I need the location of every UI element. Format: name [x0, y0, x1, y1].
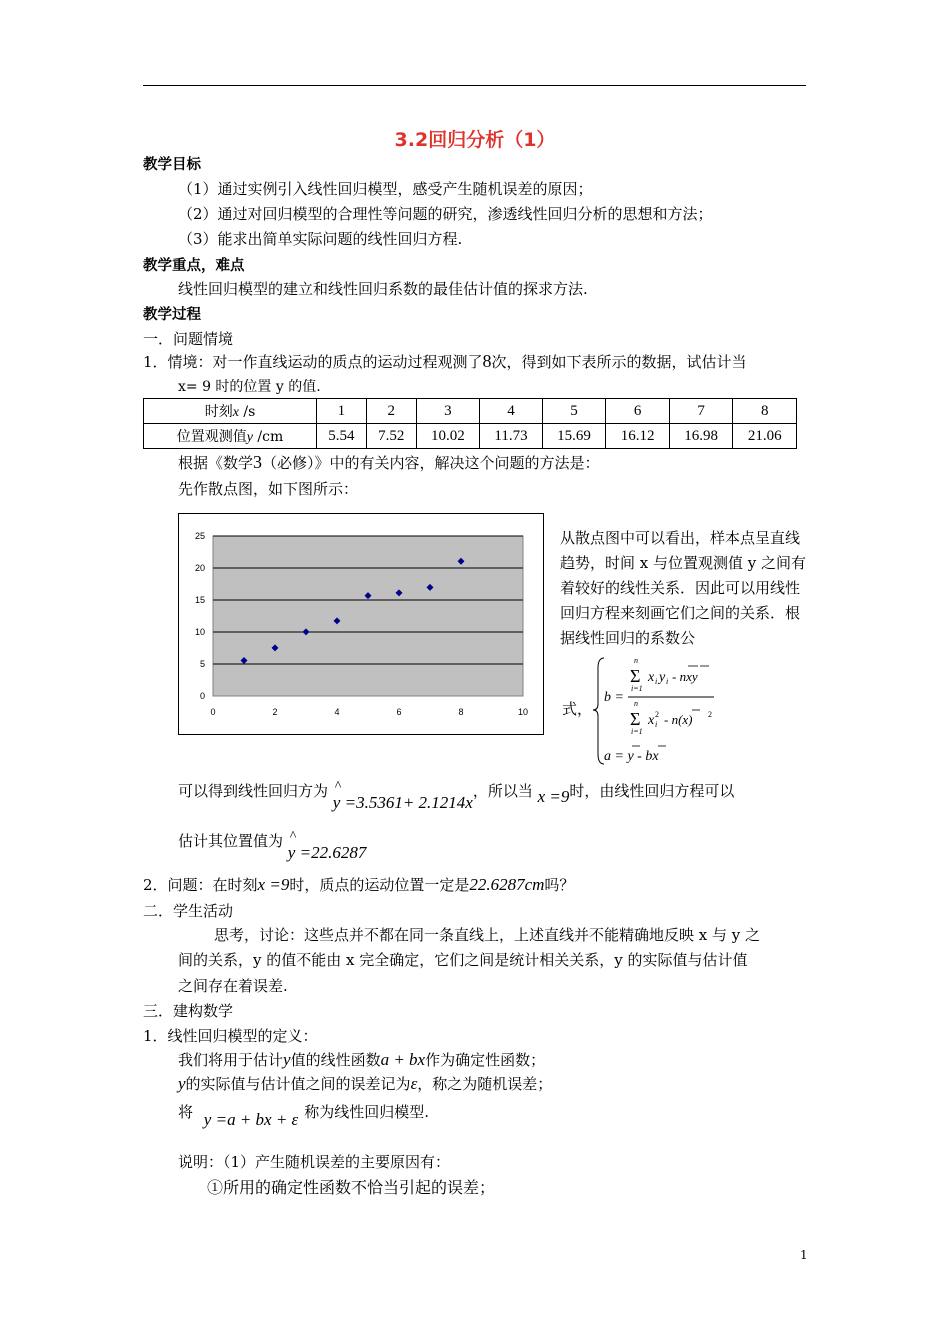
activity-line-2: 间的关系，y 的值不能由 x 完全确定，它们之间是统计相关关系，y 的实际值与估计值 — [178, 951, 748, 969]
position-cell: 11.73 — [480, 424, 543, 449]
scatter-chart-frame — [178, 513, 544, 735]
time-cell: 7 — [669, 399, 733, 424]
sum-upper-limit: n — [634, 656, 638, 665]
row-label-time: 时刻x /s — [144, 399, 317, 424]
question-1-line2: x= 9 时的位置 y 的值. — [178, 379, 321, 395]
svg-text:i: i — [666, 677, 669, 686]
time-cell: 4 — [480, 399, 543, 424]
y-tick-label: 25 — [194, 531, 205, 541]
note-item-1: ①所用的确定性函数不恰当引起的误差； — [207, 1178, 496, 1197]
result-line-1: 可以得到线性回归方为 ^ y =3.5361+ 2.1214x，所以当 x =9时，由线性回归方程可以 — [178, 779, 735, 812]
y-tick-label: 0 — [199, 691, 205, 701]
numerator-rest: - nxy — [672, 669, 698, 684]
time-cell: 1 — [317, 399, 367, 424]
section-key-points: 教学重点，难点 — [143, 258, 245, 274]
goal-2: （2）通过对回归模型的合理性等问题的研究，渗透线性回归分析的思想和方法； — [178, 205, 713, 223]
svg-text:y: y — [659, 670, 666, 685]
position-cell: 5.54 — [317, 424, 367, 449]
x-tick-label: 10 — [517, 707, 529, 717]
denominator-x: x — [648, 713, 655, 728]
result-line-2: 估计其位置值为 ^ y =22.6287 — [178, 829, 367, 862]
formula-a-line: a = y - bx — [604, 749, 659, 764]
key-points-text: 线性回归模型的建立和线性回归系数的最佳估计值的探求方法. — [178, 280, 588, 298]
x-tick-label: 8 — [458, 707, 464, 717]
definition-line-3: 将 y =a + bx + ε 称为线性回归模型. — [178, 1103, 430, 1129]
sum-sigma-denominator: Σ — [630, 709, 641, 729]
formula-b-lhs: b = — [604, 690, 624, 705]
x-tick-label: 0 — [210, 707, 216, 717]
note-line: 说明：（1）产生随机误差的主要原因有： — [178, 1153, 451, 1171]
question-2: 2．问题：在时刻x =9时，质点的运动位置一定是22.6287cm吗？ — [143, 875, 575, 894]
goal-1: （1）通过实例引入线性回归模型，感受产生随机误差的原因； — [178, 180, 593, 198]
regression-equation: ^ y =3.5361+ 2.1214x — [332, 779, 473, 812]
table-row — [144, 424, 797, 449]
question-1-line1: 1．情境：对一作直线运动的质点的运动过程观测了8次，得到如下表所示的数据，试估计当 — [143, 351, 747, 371]
definition-line-2: y的实际值与估计值之间的误差记为ε，称之为随机误差； — [178, 1074, 553, 1093]
y-tick-label: 5 — [199, 659, 205, 669]
position-cell: 10.02 — [416, 424, 480, 449]
time-cell: 8 — [733, 399, 797, 424]
position-cell: 15.69 — [542, 424, 606, 449]
position-cell: 7.52 — [366, 424, 416, 449]
time-cell: 2 — [366, 399, 416, 424]
denominator-rest: - n(x) — [664, 712, 693, 727]
plot-area — [213, 536, 523, 696]
position-cell: 21.06 — [733, 424, 797, 449]
analysis-paragraph: 从散点图中可以看出，样本点呈直线趋势，时间 x 与位置观测值 y 之间有着较好的线性关系．因此可以用线性回归方程来刻画它们之间的关系．根据线性回归的系数公 — [560, 529, 807, 647]
svg-text:2: 2 — [655, 710, 659, 719]
time-cell: 5 — [542, 399, 606, 424]
scatter-chart — [179, 514, 543, 734]
method-line: 根据《数学3（必修）》中的有关内容，解决这个问题的方法是： — [178, 452, 600, 472]
section-goals: 教学目标 — [143, 157, 201, 173]
scatter-intro: 先作散点图，如下图所示： — [178, 480, 359, 498]
sum-sigma-numerator: Σ — [630, 666, 641, 686]
definition-title: 1．线性回归模型的定义： — [143, 1027, 318, 1045]
position-cell: 16.98 — [669, 424, 733, 449]
header-rule — [143, 85, 806, 86]
sum-upper-limit-den: n — [634, 699, 638, 708]
svg-text:i: i — [655, 677, 658, 686]
svg-text:2: 2 — [708, 710, 712, 719]
time-cell: 3 — [416, 399, 480, 424]
x-tick-label: 2 — [272, 707, 278, 717]
part-1-heading: 一．问题情境 — [143, 330, 234, 348]
sum-lower-limit-den: i=1 — [631, 727, 643, 736]
part-3-heading: 三．建构数学 — [143, 1002, 234, 1020]
page-title: 3.2回归分析（1） — [394, 129, 556, 151]
time-cell: 6 — [606, 399, 670, 424]
y-tick-label: 20 — [194, 563, 205, 573]
estimated-value: ^ y =22.6287 — [287, 829, 367, 862]
regression-formula — [592, 654, 722, 766]
sum-lower-limit: i=1 — [631, 684, 643, 693]
observation-table — [143, 398, 797, 449]
section-process: 教学过程 — [143, 307, 201, 323]
x-tick-label: 4 — [334, 707, 340, 717]
y-tick-label: 15 — [194, 595, 205, 605]
numerator-x: x — [648, 670, 655, 685]
x-tick-label: 6 — [396, 707, 402, 717]
svg-text:i: i — [655, 720, 658, 729]
table-row — [144, 399, 797, 424]
activity-line-1: 思考，讨论：这些点并不都在同一条直线上，上述直线并不能精确地反映 x 与 y 之 — [214, 926, 761, 944]
y-tick-label: 10 — [194, 627, 205, 637]
definition-line-1: 我们将用于估计y值的线性函数a + bx作为确定性函数； — [178, 1050, 546, 1069]
activity-line-3: 之间存在着误差. — [178, 977, 288, 995]
formula-prefix: 式， — [562, 700, 593, 718]
page-number: 1 — [800, 1248, 808, 1262]
part-2-heading: 二．学生活动 — [143, 902, 234, 920]
goal-3: （3）能求出简单实际问题的线性回归方程. — [178, 230, 463, 248]
position-cell: 16.12 — [606, 424, 670, 449]
row-label-position: 位置观测值y /cm — [144, 424, 317, 449]
